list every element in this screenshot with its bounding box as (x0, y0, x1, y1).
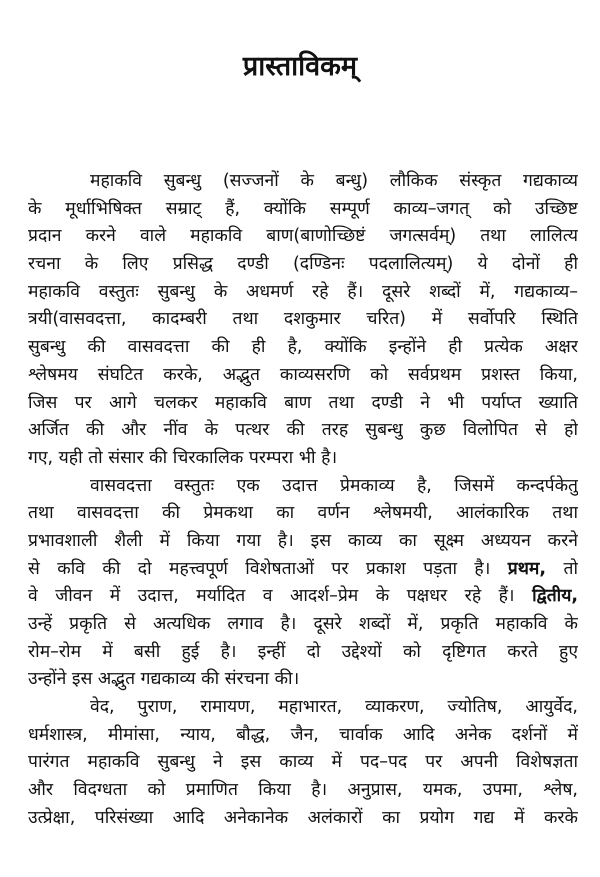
text-line: रचना के लिए प्रसिद्ध दण्डी (दण्डिनः पदलालित्यम्) ये दोनों ही (28, 254, 578, 275)
page-title: प्रास्ताविकम् (242, 51, 358, 83)
text-line: श्लेषमय संघटित करके, अद्भुत काव्यसरणि को सर्वप्रथम प्रशस्त किया, (28, 364, 578, 385)
text-line: उन्होंने इस अद्भुत गद्यकाव्य की संरचना की। (28, 669, 300, 690)
text-line: प्रदान करने वाले महाकवि बाण(बाणोच्छिष्टं जगत्सर्वम्) तथा लालित्य (28, 226, 578, 247)
text-segment: वे जीवन में उदात्त, मर्यादित व आदर्श–प्रेम के पक्षधर रहे हैं। (28, 586, 533, 607)
text-line: त्रयी(वासवदत्ता, कादम्बरी तथा दशकुमार चरित) में सर्वोपरि स्थिति (28, 309, 578, 330)
text-line: और विदग्धता को प्रमाणित किया है। अनुप्रास, यमक, उपमा, श्लेष, (28, 780, 578, 801)
text-line (28, 556, 578, 584)
text-line: धर्मशास्त्र, मीमांसा, न्याय, बौद्ध, जैन, चार्वाक आदि अनेक दर्शनों में (28, 724, 578, 745)
text-line: महाकवि सुबन्धु (सज्जनों के बन्धु) लौकिक संस्कृत गद्यकाव्य (90, 171, 578, 191)
text-line: पारंगत महाकवि सुबन्धु ने इस काव्य में पद–पद पर अपनी विशेषज्ञता (28, 752, 578, 773)
bold-term: द्वितीय, (532, 586, 578, 607)
text-line: महाकवि वस्तुतः सुबन्धु के अधमर्ण रहे हैं। दूसरे शब्दों में, गद्यकाव्य– (28, 281, 578, 302)
text-line: अर्जित की और नींव के पत्थर की तरह सुबन्धु कुछ विलोपित से हो (28, 420, 578, 441)
text-line: गए, यही तो संसार की चिरकालिक परम्परा भी है। (28, 447, 338, 468)
text-line: तथा वासवदत्ता की प्रेमकथा का वर्णन श्लेषमयी, आलंकारिक तथा (28, 503, 578, 524)
bold-term: प्रथम, (507, 558, 547, 579)
text-line: रोम–रोम में बसी हुई है। इन्हीं दो उद्देश्यों को दृष्टिगत करते हुए (28, 641, 578, 662)
text-line: उत्प्रेक्षा, परिसंख्या आदि अनेकानेक अलंकारों का प्रयोग गद्य में करके (28, 807, 578, 828)
text-segment: से कवि की दो महत्त्वपूर्ण विशेषताओं पर प्रकाश पड़ता है। (28, 558, 508, 579)
text-line: सुबन्धु की वासवदत्ता की ही है, क्योंकि इन्होंने ही प्रत्येक अक्षर (28, 337, 578, 358)
text-segment: तो (546, 558, 578, 579)
text-line: प्रभावशाली शैली में किया गया है। इस काव्य का सूक्ष्म अध्ययन करने (28, 530, 578, 551)
text-line: वासवदत्ता वस्तुतः एक उदात्त प्रेमकाव्य है, जिसमें कन्दर्पकेतु (90, 475, 578, 496)
text-line: जिस पर आगे चलकर महाकवि बाण तथा दण्डी ने भी पर्याप्त ख्याति (28, 392, 578, 413)
text-line (28, 583, 578, 611)
text-line: के मूर्धाभिषिक्त सम्राट् हैं, क्योंकि सम्पूर्ण काव्य–जगत् को उच्छिष्ट (28, 198, 578, 219)
text-line: उन्हें प्रकृति से अत्यधिक लगाव है। दूसरे शब्दों में, प्रकृति महाकवि के (28, 614, 578, 634)
text-line: वेद, पुराण, रामायण, महाभारत, व्याकरण, ज्योतिष, आयुर्वेद, (90, 697, 578, 718)
document-body (28, 168, 578, 833)
